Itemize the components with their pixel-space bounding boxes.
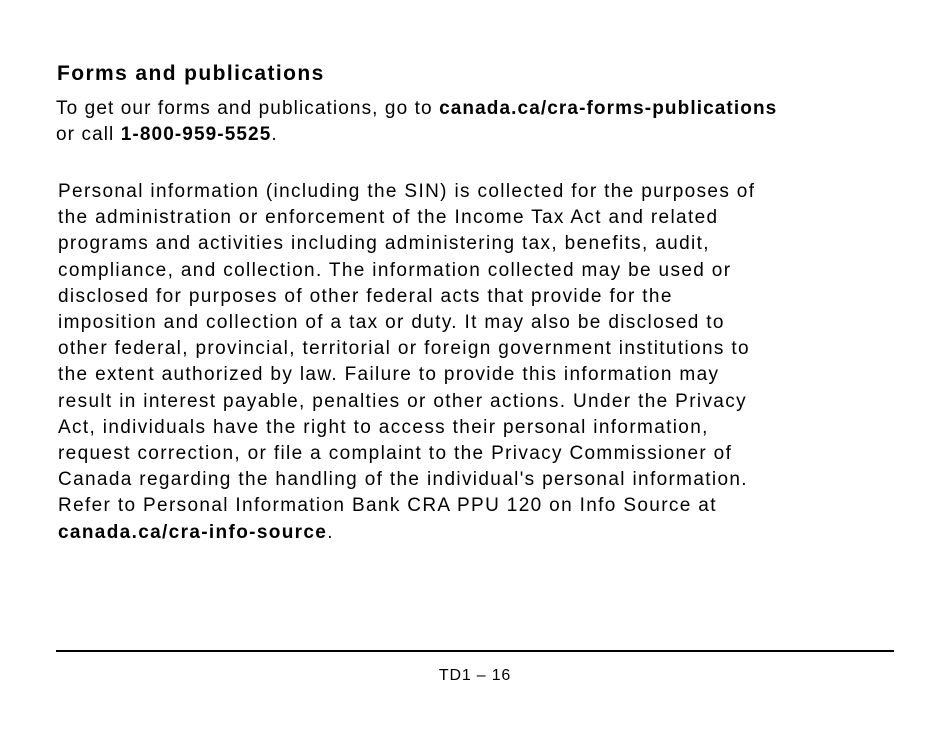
forms-publications-link[interactable]: canada.ca/cra-forms-publications [439,98,778,119]
privacy-last-line [58,520,908,546]
forms-intro [56,96,906,148]
footer-divider [56,650,894,652]
privacy-line: the administration or enforcement of the Income Tax Act and related [58,207,719,229]
privacy-line: other federal, provincial, territorial or foreign government institutions to [58,338,750,360]
info-source-link[interactable]: canada.ca/cra-info-source [58,521,328,543]
privacy-line: programs and activities including administering tax, benefits, audit, [58,233,710,255]
privacy-line: disclosed for purposes of other federal acts that provide for the [58,285,673,307]
forms-intro-line-2 [56,122,906,148]
page-number: TD1 – 16 [438,667,512,684]
privacy-line: request correction, or file a complaint to the Privacy Commissioner of [58,443,733,465]
privacy-line: Personal information (including the SIN) is collected for the purposes of [58,181,756,202]
privacy-line: Act, individuals have the right to access their personal information, [58,416,709,438]
forms-intro-line-1 [56,96,906,122]
privacy-line: the extent authorized by law. Failure to provide this information may [58,364,720,386]
privacy-line: result in interest payable, penalties or other actions. Under the Privacy [58,390,747,412]
privacy-period: . [327,521,334,543]
privacy-line: compliance, and collection. The information collected may be used or [58,259,732,281]
privacy-line: imposition and collection of a tax or duty. It may also be disclosed to [58,312,725,334]
phone-number[interactable]: 1-800-959-5525 [120,124,272,145]
forms-heading: Forms and publications [57,62,325,85]
privacy-line: Canada regarding the handling of the individual's personal information. [58,469,748,491]
call-text: or call [56,124,121,145]
forms-intro-text: To get our forms and publications, go to [56,98,440,119]
intro-period: . [271,124,278,145]
privacy-line: Refer to Personal Information Bank CRA PPU 120 on Info Source at [58,495,717,517]
privacy-statement [58,179,908,546]
